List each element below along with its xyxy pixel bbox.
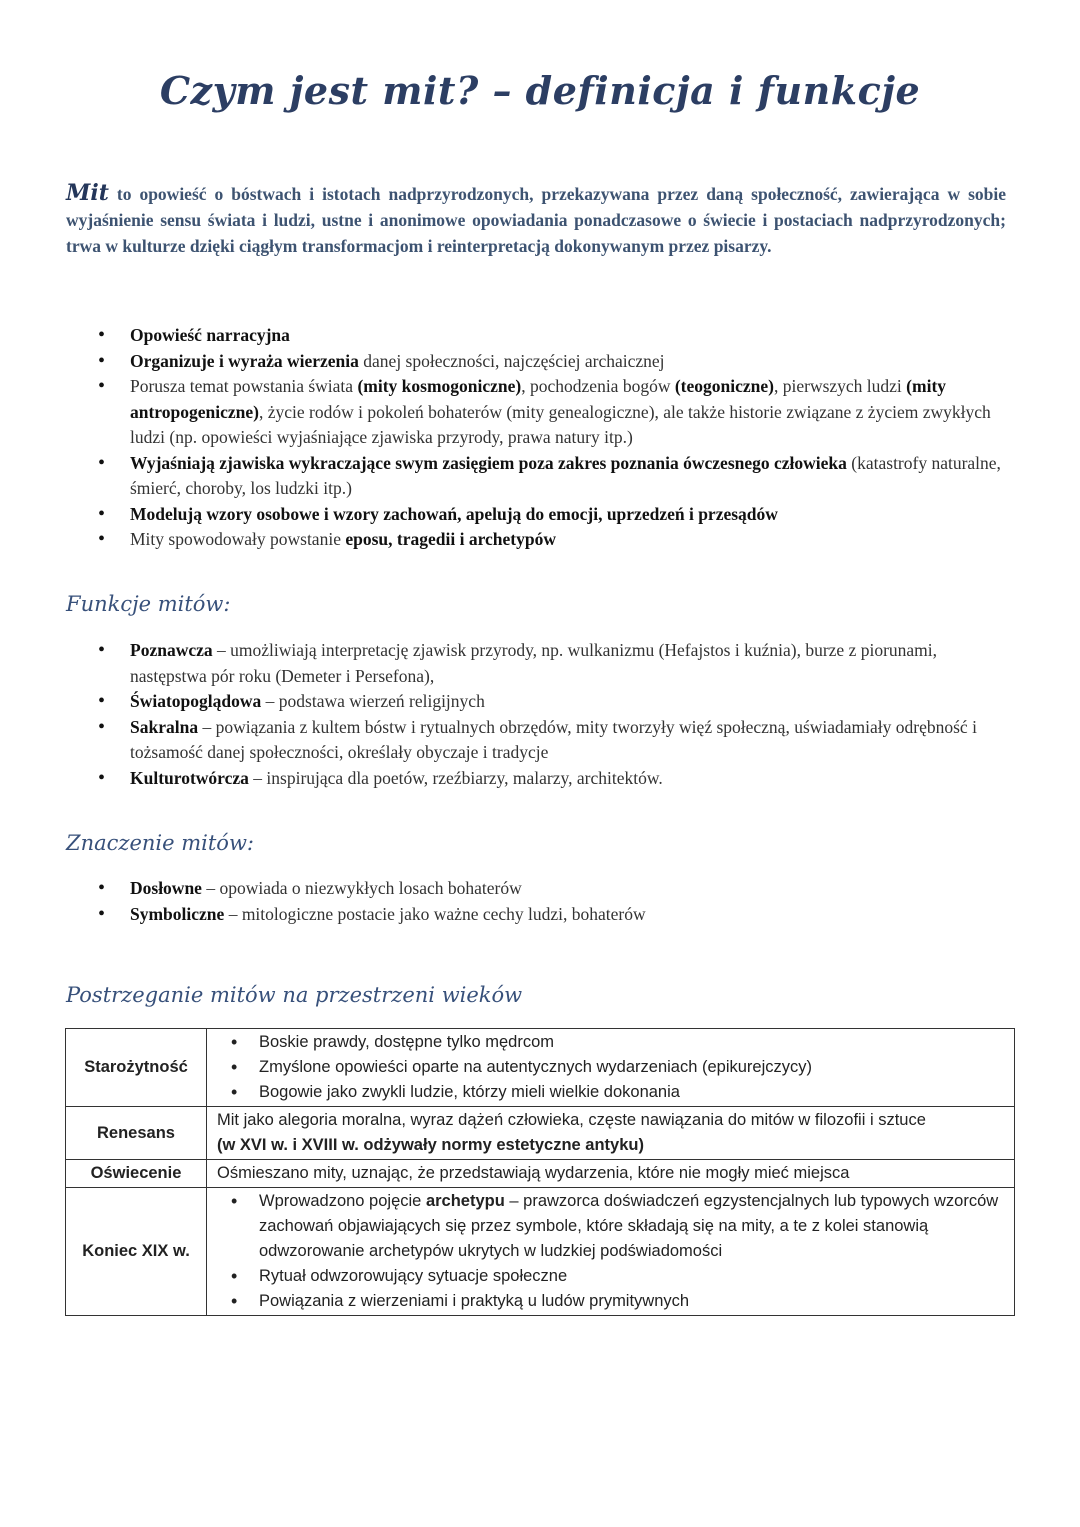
functions-heading: Funkcje mitów: — [66, 592, 231, 616]
definition-term: Mit — [66, 180, 109, 206]
table-row — [66, 1029, 1015, 1107]
list-item: • Wyjaśniają zjawiska wykraczające swym zasięgiem poza zakres poznania ówczesnego człowieka (katastrofy naturalne, śmierć, choroby, los ludzki itp.) — [96, 451, 1016, 502]
content-cell: Ośmieszano mity, uznając, że przedstawiają wydarzenia, które nie mogły mieć miejsca — [207, 1160, 1015, 1188]
list-item: • Organizuje i wyraża wierzenia danej społeczności, najczęściej archaicznej — [96, 349, 1016, 375]
perception-heading: Postrzeganie mitów na przestrzeni wieków — [66, 983, 523, 1007]
list-item: • Poznawcza – umożliwiają interpretację zjawisk przyrody, np. wulkanizmu (Hefajstos i kuźnia), burze z piorunami, następstwa pór roku (Demeter i Persefona), — [96, 638, 1016, 689]
list-item: • Symboliczne – mitologiczne postacie jako ważne cechy ludzi, bohaterów — [96, 902, 1016, 928]
list-item: • Rytuał odwzorowujący sytuacje społeczne — [217, 1264, 1006, 1289]
table-row — [66, 1107, 1015, 1160]
era-cell: Oświecenie — [66, 1160, 207, 1188]
page-title: Czym jest mit? – definicja i funkcje — [0, 68, 1080, 113]
meaning-list — [96, 876, 1016, 927]
era-cell: Koniec XIX w. — [66, 1188, 207, 1316]
list-item: • Opowieść narracyjna — [96, 323, 1016, 349]
era-cell: Renesans — [66, 1107, 207, 1160]
list-item: • Porusza temat powstania świata (mity kosmogoniczne), pochodzenia bogów (teogoniczne), pierwszych ludzi (mity antropogeniczne), życie rodów i pokoleń bohaterów (mity genealogiczne), ale także historie związane z życiem zwykłych ludzi (np. opowieści wyjaśniające zjawiska przyrody, prawa natury itp.) — [96, 374, 1016, 451]
list-item: • Boskie prawdy, dostępne tylko mędrcom — [217, 1030, 1006, 1055]
list-item: • Dosłowne – opowiada o niezwykłych losach bohaterów — [96, 876, 1016, 902]
content-cell — [207, 1029, 1015, 1107]
perception-table — [65, 1028, 1015, 1316]
list-item: • Wprowadzono pojęcie archetypu – prawzorca doświadczeń egzystencjalnych lub typowych wzorców zachowań objawiających się przez symbole, które składają się na mity, a te z kolei stanowią odwzorowanie archetypów ukrytych w ludzkiej podświadomości — [217, 1189, 1006, 1264]
list-item: • Bogowie jako zwykli ludzie, którzy mieli wielkie dokonania — [217, 1080, 1006, 1105]
meaning-heading: Znaczenie mitów: — [66, 831, 254, 855]
definition-text: to opowieść o bóstwach i istotach nadprzyrodzonych, przekazywana przez daną społeczność, zawierająca w sobie wyjaśnienie sensu świata i ludzi, ustne i anonimowe opowiadania ponadczasowe o świecie i postaciach nadprzyrodzonych; trwa w kulturze dzięki ciągłym transformacjom i reinterpretacją dokonywanym przez pisarzy. — [66, 184, 1006, 256]
list-item: • Mity spowodowały powstanie eposu, tragedii i archetypów — [96, 527, 1016, 553]
list-item: • Światopoglądowa – podstawa wierzeń religijnych — [96, 689, 1016, 715]
table-row — [66, 1160, 1015, 1188]
list-item: • Kulturotwórcza – inspirująca dla poetów, rzeźbiarzy, malarzy, architektów. — [96, 766, 1016, 792]
list-item: • Zmyślone opowieści oparte na autentycznych wydarzeniach (epikurejczycy) — [217, 1055, 1006, 1080]
list-item: • Powiązania z wierzeniami i praktyką u ludów prymitywnych — [217, 1289, 1006, 1314]
list-item: • Sakralna – powiązania z kultem bóstw i rytualnych obrzędów, mity tworzyły więź społeczną, uświadamiały odrębność i tożsamość danej społeczności, określały obyczaje i tradycje — [96, 715, 1016, 766]
content-cell: Mit jako alegoria moralna, wyraz dążeń człowieka, częste nawiązania do mitów w filozofii i sztuce (w XVI w. i XVIII w. odżywały normy estetyczne antyku) — [207, 1107, 1015, 1160]
functions-list — [96, 638, 1016, 791]
content-cell — [207, 1188, 1015, 1316]
definition-paragraph — [66, 180, 1006, 259]
table-row — [66, 1188, 1015, 1316]
list-item: • Modelują wzory osobowe i wzory zachowań, apelują do emocji, uprzedzeń i przesądów — [96, 502, 1016, 528]
features-list — [96, 323, 1016, 553]
era-cell: Starożytność — [66, 1029, 207, 1107]
